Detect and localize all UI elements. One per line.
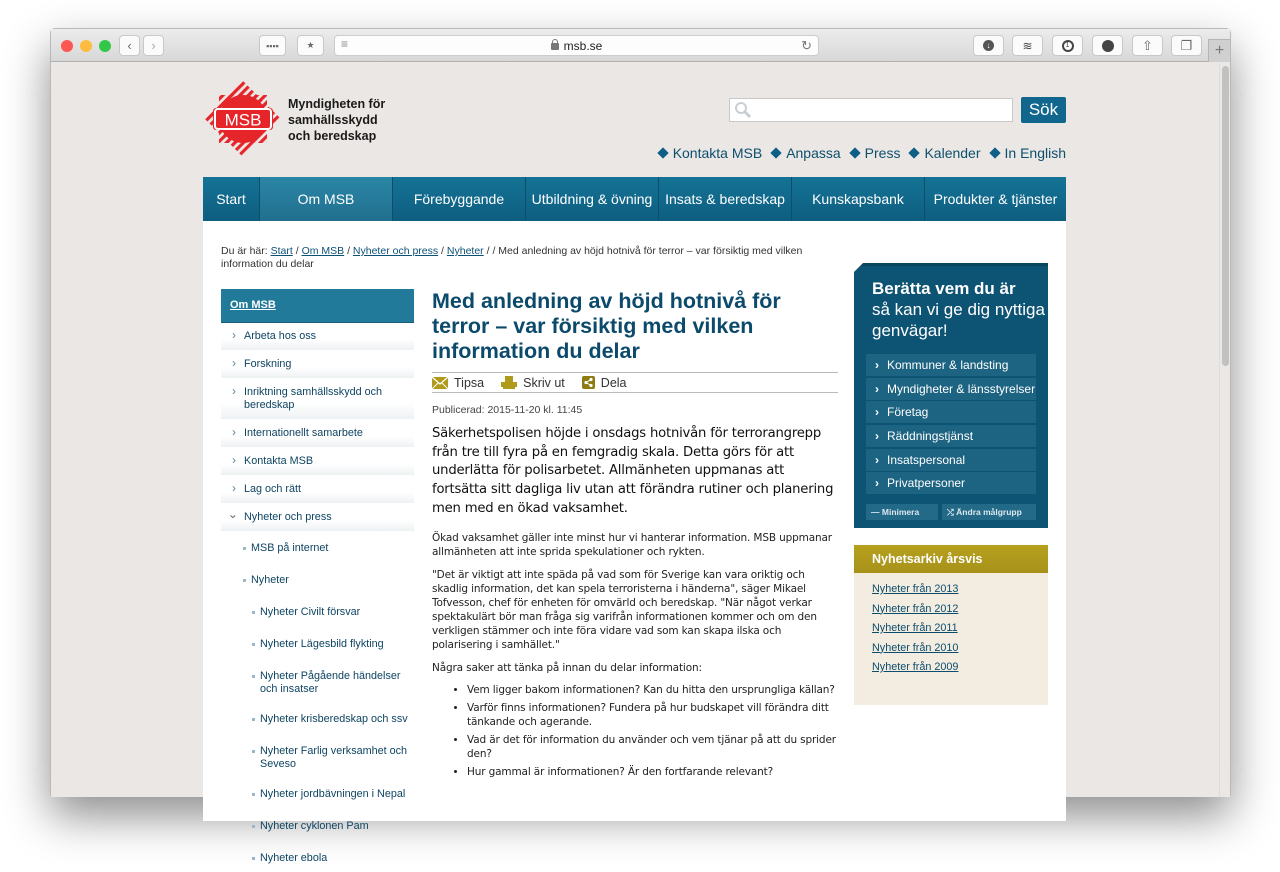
section-nav-item[interactable] [221, 420, 414, 448]
published-date: Publicerad: 2015-11-20 kl. 11:45 [432, 404, 583, 416]
bullet-icon [252, 643, 255, 646]
bullet-icon [243, 579, 246, 582]
util-link-label: Press [864, 145, 901, 161]
section-nav-label: Internationellt samarbete [244, 427, 363, 439]
section-nav-subitem[interactable] [221, 739, 414, 778]
tipsa-button[interactable] [432, 376, 484, 390]
search-input[interactable] [754, 99, 1004, 121]
layers-extension-icon: ≋ [1022, 38, 1033, 53]
audience-label: Privatpersoner [887, 476, 966, 491]
section-nav-label: Nyheter krisberedskap och ssv [260, 713, 408, 725]
breadcrumb-start[interactable]: Start [270, 245, 293, 257]
nav-utbildning[interactable]: Utbildning & övning [526, 177, 659, 221]
audience-label: Insatspersonal [887, 452, 966, 467]
web-content [51, 63, 1221, 864]
article [432, 289, 838, 783]
share-icon: ⇧ [1142, 37, 1153, 53]
section-nav-item[interactable] [221, 323, 414, 351]
shuffle-icon: ⤮ [947, 507, 957, 517]
main-nav [203, 177, 1066, 221]
section-nav-label: Arbeta hos oss [244, 330, 317, 342]
chevron-right-icon: › [232, 384, 236, 398]
audience-actions [866, 504, 1036, 520]
bullet-icon [252, 857, 255, 860]
download-button[interactable] [973, 35, 1004, 56]
audience-item[interactable] [866, 354, 1036, 376]
article-paragraph: Några saker att tänka på innan du delar information: [432, 661, 702, 674]
section-nav-item[interactable] [221, 448, 414, 476]
archive-link[interactable]: Nyheter från 2009 [872, 661, 959, 673]
list-item: • Hur gammal är informationen? Är den fortfarande relevant? [467, 765, 838, 779]
diamond-icon [909, 147, 920, 158]
section-nav-label: Nyheter Pågående händelser och insatser [260, 670, 401, 695]
bullet-icon [252, 793, 255, 796]
section-nav-label: Nyheter jordbävningen i Nepal [260, 788, 406, 800]
share-nodes-icon [582, 376, 595, 389]
bookmarks-button[interactable] [297, 35, 324, 56]
change-audience-button[interactable] [942, 504, 1036, 520]
section-nav-label: Nyheter Lägesbild flykting [260, 638, 384, 650]
article-title: Med anledning av höjd hotnivå för terror – var försiktig med vilken information du delar [432, 289, 781, 363]
logo-text[interactable] [288, 96, 385, 144]
bookmarks-icon: ★ [306, 40, 315, 50]
browser-toolbar [51, 29, 1230, 62]
download-icon: ↓ [983, 40, 994, 51]
address-bar[interactable] [334, 35, 819, 56]
audience-item[interactable] [866, 472, 1036, 494]
audience-label: Myndigheter & länsstyrelser [887, 381, 1036, 396]
chevron-right-icon: › [875, 476, 879, 491]
reader-icon[interactable]: ≡ [341, 37, 349, 51]
search-button[interactable]: Sök [1021, 97, 1066, 123]
bullet-icon [252, 750, 255, 753]
breadcrumb-prefix: Du är här: [221, 245, 268, 257]
envelope-icon [432, 377, 448, 389]
reload-icon[interactable]: ↻ [801, 38, 812, 53]
bullet-icon [252, 718, 255, 721]
bullet-icon [252, 675, 255, 678]
audience-title-bold: Berätta vem du är [872, 279, 1016, 298]
list-item: • Vad är det för information du använder och vem tjänar på att du sprider den? [467, 733, 838, 761]
chevron-right-icon: › [875, 405, 879, 420]
forward-button[interactable] [143, 35, 164, 56]
tabs-overview-button[interactable] [1171, 35, 1202, 56]
breadcrumb-current: / Med anledning av höjd hotnivå för terror – var försiktig med vilken information du delar [221, 245, 803, 270]
util-link-label: In English [1004, 145, 1066, 161]
chevron-right-icon: › [232, 453, 236, 467]
nav-forebyggande[interactable]: Förebyggande [393, 177, 526, 221]
section-nav-subitem[interactable] [221, 782, 414, 808]
diamond-icon [657, 147, 668, 158]
new-tab-button[interactable] [1208, 39, 1230, 62]
list-item: • Varför finns informationen? Fundera på hur budskapet vill förändra ditt tänkande och agerande. [467, 701, 838, 729]
nav-om-msb[interactable]: Om MSB [260, 177, 393, 221]
close-window-button[interactable] [61, 40, 73, 52]
share-article-button[interactable] [582, 376, 627, 390]
util-link-press[interactable] [851, 145, 901, 161]
archive-link[interactable]: Nyheter från 2012 [872, 602, 959, 615]
browser-window [50, 28, 1231, 864]
diamond-icon [989, 147, 1000, 158]
new-tab-icon: + [1214, 42, 1225, 59]
audience-selector [854, 263, 1048, 528]
share-button[interactable] [1132, 35, 1163, 56]
diamond-icon [849, 147, 860, 158]
chevron-right-icon: › [875, 452, 879, 467]
chevron-right-icon: › [232, 425, 236, 439]
chevron-right-icon: › [875, 429, 879, 444]
breadcrumb-nyheter-och-press[interactable]: Nyheter och press [352, 245, 439, 257]
chevron-right-icon: › [232, 481, 236, 495]
list-item: • Vem ligger bakom informationen? Kan du hitta den ursprungliga källan? [467, 683, 838, 697]
archive-link[interactable]: Nyheter från 2013 [872, 583, 959, 595]
breadcrumb: Du är här: Start / Om MSB / Nyheter och press / Nyheter / / Med anledning av höjd hotnivå för terror – var försiktig med vilken information du delar [221, 245, 803, 270]
layers-extension-button[interactable] [1012, 35, 1043, 56]
change-audience-label: Ändra målgrupp [956, 507, 1022, 517]
adblock-icon [1102, 40, 1114, 52]
chevron-right-icon: › [232, 328, 236, 342]
section-nav-item-open[interactable] [221, 504, 414, 532]
section-nav-subitem[interactable] [221, 568, 414, 594]
utility-links [659, 145, 1066, 161]
diamond-icon [771, 147, 782, 158]
chevron-right-icon: › [875, 381, 879, 396]
audience-item[interactable] [866, 449, 1036, 471]
minus-icon: — [871, 507, 882, 517]
search-box [729, 98, 1013, 122]
audience-list [866, 354, 1036, 496]
nav-produkter[interactable]: Produkter & tjänster [933, 191, 1058, 207]
audience-label: Kommuner & landsting [887, 358, 1009, 372]
scrollbar-thumb[interactable] [1222, 66, 1229, 366]
section-nav-label: Nyheter Farlig verksamhet och Seveso [260, 745, 408, 770]
logo-text-line: och beredskap [288, 129, 377, 143]
audience-label: Räddningstjänst [887, 429, 974, 444]
logo-text-line: Myndigheten för [288, 97, 386, 111]
section-nav-item[interactable] [221, 379, 414, 420]
tool-label: Tipsa [454, 375, 485, 390]
forward-icon: › [151, 38, 156, 53]
section-nav-subitem[interactable] [221, 632, 414, 658]
section-nav-label: Inriktning samhällsskydd och beredskap [244, 386, 383, 411]
section-nav-label: Kontakta MSB [244, 455, 314, 467]
section-nav [221, 289, 414, 872]
password-manager-icon: 1 [1062, 40, 1074, 52]
news-archive-title: Nyhetsarkiv årsvis [854, 545, 1048, 573]
audience-title-rest: så kan vi ge dig nyttiga genvägar! [872, 300, 1045, 340]
audience-title [872, 278, 1048, 341]
svg-text:MSB: MSB [224, 110, 262, 130]
section-nav-label: Nyheter [251, 574, 289, 586]
util-link-english[interactable] [991, 145, 1066, 161]
audience-item[interactable] [866, 425, 1036, 447]
back-button[interactable] [119, 35, 140, 56]
tool-label: Skriv ut [523, 375, 565, 390]
article-tools [432, 372, 838, 393]
util-link-kontakta[interactable] [659, 145, 763, 161]
section-nav-item[interactable] [221, 351, 414, 379]
bullet-icon [252, 825, 255, 828]
section-nav-subitem[interactable] [221, 814, 414, 840]
section-nav-subitem[interactable] [221, 536, 414, 562]
tool-label: Dela [600, 375, 627, 390]
lock-icon [551, 43, 559, 50]
msb-logo-icon[interactable] [203, 79, 283, 159]
top-sites-grid-icon: ▪▪▪▪ [266, 40, 279, 51]
password-manager-button[interactable] [1052, 35, 1083, 56]
printer-icon [501, 376, 517, 389]
section-nav-label: Forskning [244, 358, 292, 370]
breadcrumb-nyheter[interactable]: Nyheter [446, 245, 484, 257]
archive-link[interactable]: Nyheter från 2010 [872, 641, 959, 654]
top-sites-button[interactable] [259, 35, 286, 56]
audience-item[interactable] [866, 401, 1036, 423]
section-nav-label: Lag och rätt [244, 483, 302, 495]
content-page [203, 221, 1066, 864]
minimize-label: Minimera [881, 507, 920, 517]
url-text: msb.se [563, 38, 603, 53]
search-icon [734, 101, 752, 119]
section-nav-head[interactable]: Om MSB [221, 289, 414, 323]
section-nav-label: Nyheter ebola [260, 852, 328, 864]
article-paragraph: "Det är viktigt att inte späda på vad som för Sverige kan vara oriktig och skadlig information, det kan spela terroristerna i händerna", säger Mikael Tofvesson, chef för enheten för omvärld och beredskap. "När något verkar spektakulärt bör man fråga sig varifrån informationen kommer och om den verkligen stämmer och inte föra vidare vad som kan skapa ilska och polarisering i samhället." [432, 568, 817, 651]
zoom-window-button[interactable] [99, 40, 111, 52]
section-nav-label: MSB på internet [251, 542, 329, 554]
section-nav-subitem[interactable] [221, 707, 414, 733]
bullet-icon [243, 547, 246, 550]
bullet-icon [252, 611, 255, 614]
logo-text-line: samhällsskydd [288, 113, 378, 127]
article-lead: Säkerhetspolisen höjde i onsdags hotnivån för terrorangrepp från tre till fyra på en femgradig skala. Detta görs för att underlätta för polisarbetet. Allmänheten uppmanas att fortsätta sitt dagliga liv utan att förändra rutiner och planering men med en ökad vaksamhet. [432, 426, 834, 516]
audience-label: Företag [887, 405, 929, 420]
news-archive [854, 545, 1048, 705]
section-nav-label: Nyheter Civilt försvar [260, 606, 361, 618]
article-bullet-list [432, 683, 838, 779]
audience-item[interactable] [866, 378, 1036, 400]
archive-link[interactable]: Nyheter från 2011 [872, 622, 958, 634]
breadcrumb-om-msb[interactable]: Om MSB [301, 245, 345, 257]
tabs-overview-icon: ❐ [1180, 37, 1193, 53]
section-nav-subitem[interactable] [221, 664, 414, 703]
chevron-right-icon: › [232, 356, 236, 370]
util-link-label: Kontakta MSB [672, 145, 763, 161]
section-nav-subitem[interactable] [221, 600, 414, 626]
nav-insats[interactable]: Insats & beredskap [659, 177, 792, 221]
article-paragraph: Ökad vaksamhet gäller inte minst hur vi hanterar information. MSB uppmanar allmänheten att inte sprida spekulationer och rykten. [432, 531, 832, 558]
article-body [432, 531, 838, 779]
section-nav-subitem[interactable] [221, 846, 414, 872]
section-nav-label: Nyheter cyklonen Pam [260, 820, 369, 832]
chevron-down-icon: › [226, 514, 241, 519]
adblock-button[interactable] [1092, 35, 1123, 56]
util-link-label: Kalender [924, 145, 981, 161]
minimize-button[interactable] [866, 504, 938, 520]
back-icon: ‹ [127, 38, 132, 53]
util-link-anpassa[interactable] [772, 145, 840, 161]
util-link-label: Anpassa [786, 145, 841, 161]
minimize-window-button[interactable] [80, 40, 92, 52]
section-nav-item[interactable] [221, 476, 414, 504]
vertical-scrollbar[interactable] [1219, 63, 1230, 797]
chevron-right-icon: › [875, 358, 879, 372]
print-button[interactable] [501, 376, 565, 390]
section-nav-label: Nyheter och press [244, 511, 332, 523]
nav-start[interactable]: Start [203, 177, 260, 221]
nav-kunskapsbank[interactable]: Kunskapsbank [792, 177, 925, 221]
util-link-kalender[interactable] [910, 145, 980, 161]
